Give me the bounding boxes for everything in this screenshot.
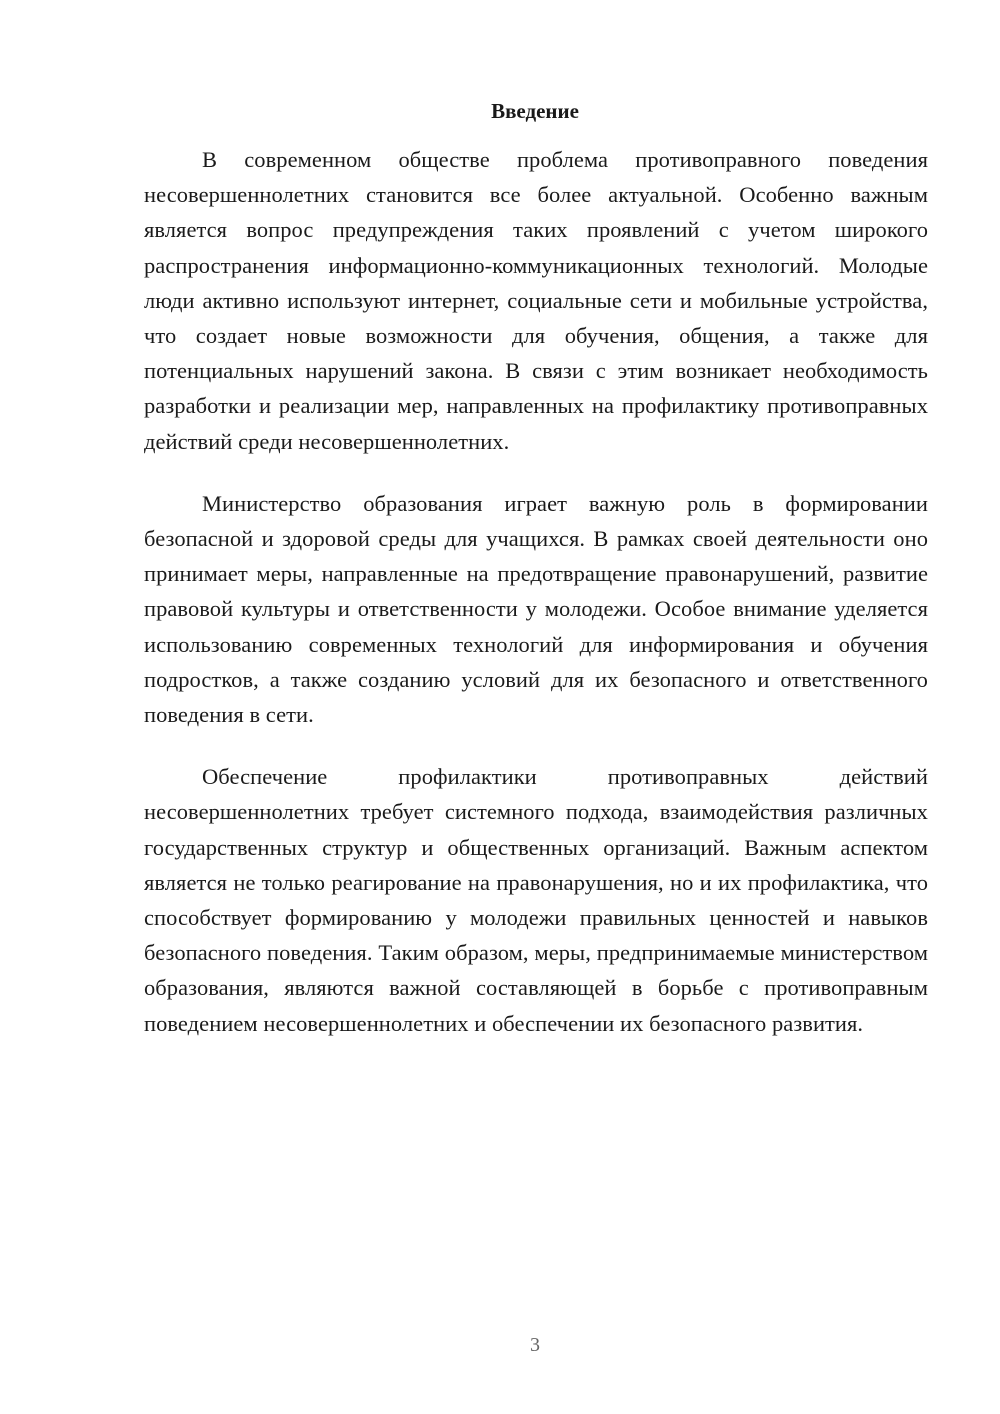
paragraph-3: Обеспечение профилактики противоправных действий несовершеннолетних требует системного подхода, взаимодействия различных государственных структур и общественных организаций. Важным аспектом является не только реагирование на правонарушения, но и их профилактика, что способствует формированию у молодежи правильных ценностей и навыков безопасного поведения. Таким образом, меры, предпринимаемые министерством образования, являются важной составляющей в борьбе с противоправным поведением несовершеннолетних и обеспечении их безопасного развития. <box>144 764 928 1036</box>
document-body <box>144 142 928 1068</box>
section-heading: Введение <box>491 99 579 123</box>
paragraph-1: В современном обществе проблема противоправного поведения несовершеннолетних становится все более актуальной. Особенно важным является вопрос предупреждения таких проявлений с учетом широкого распространения информационно-коммуникационных технологий. Молодые люди активно используют интернет, социальные сети и мобильные устройства, что создает новые возможности для обучения, общения, а также для потенциальных нарушений закона. В связи с этим возникает необходимость разработки и реализации мер, направленных на профилактику противоправных действий среди несовершеннолетних. <box>144 147 928 454</box>
paragraph-2: Министерство образования играет важную роль в формировании безопасной и здоровой среды для учащихся. В рамках своей деятельности оно принимает меры, направленные на предотвращение правонарушений, развитие правовой культуры и ответственности у молодежи. Особое внимание уделяется использованию современных технологий для информирования и обучения подростков, а также созданию условий для их безопасного и ответственного поведения в сети. <box>144 490 928 728</box>
page-number: 3 <box>530 1334 540 1356</box>
